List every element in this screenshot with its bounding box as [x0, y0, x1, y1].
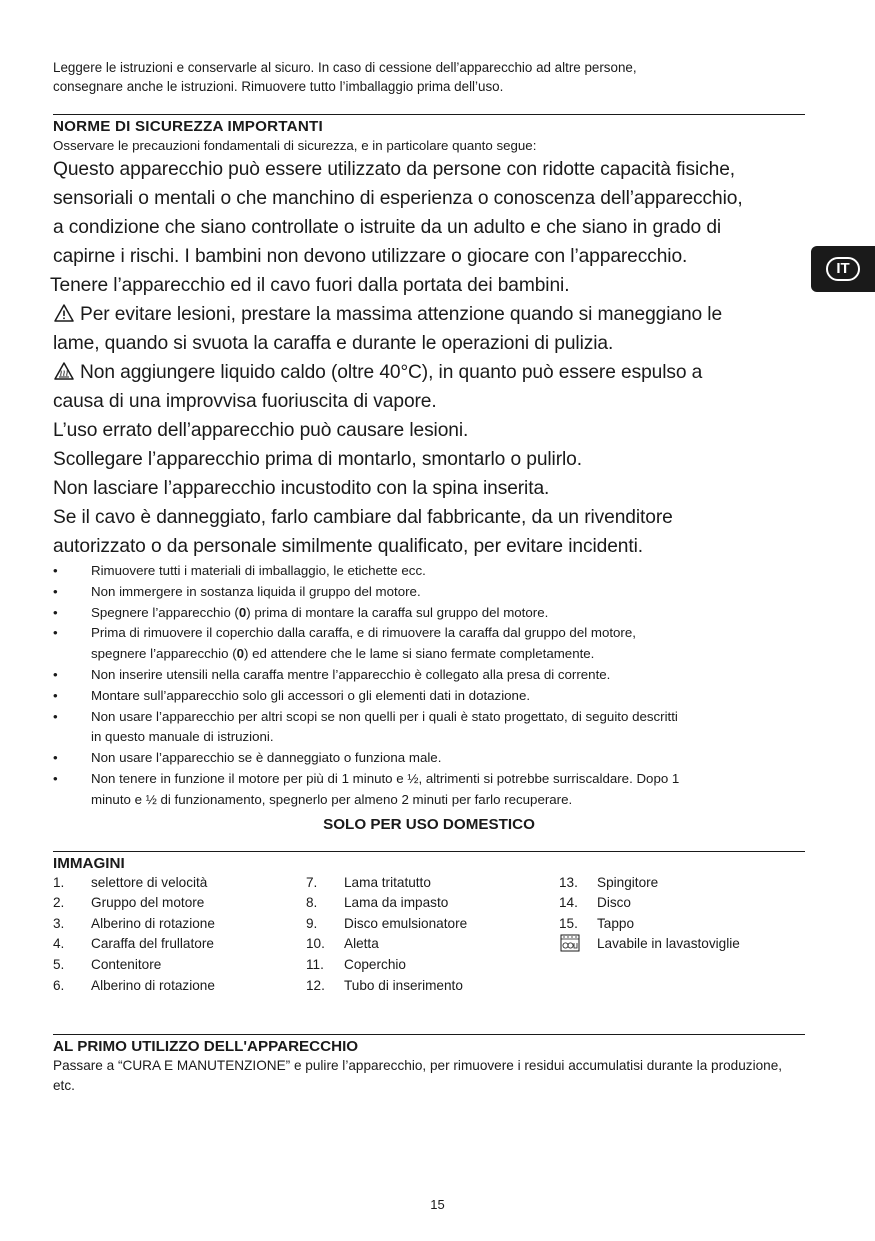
- intro-line: consegnare anche le istruzioni. Rimuovere tutto l’imballaggio prima dell’uso.: [53, 79, 504, 94]
- list-item: [306, 934, 559, 955]
- list-item: [306, 955, 559, 976]
- dishwasher-icon: [559, 934, 597, 959]
- part-number: 3.: [53, 915, 65, 931]
- list-item-text: Non usare l’apparecchio se è danneggiato o funziona male.: [91, 750, 442, 766]
- parts-column: [53, 873, 306, 997]
- safety-line: a condizione che siano controllate o istruite da un adulto e che siano in grado di: [53, 217, 722, 238]
- part-number: 10.: [306, 936, 325, 952]
- list-item: [53, 873, 306, 894]
- safety-line: Non lasciare l’apparecchio incustodito con la spina inserita.: [53, 478, 550, 499]
- part-number: 14.: [559, 895, 578, 911]
- list-item-text: Non tenere in funzione il motore per più di 1 minuto e ½, altrimenti si potrebbe surriscaldare. Dopo 1: [91, 770, 680, 786]
- part-label: Spingitore: [597, 874, 659, 890]
- bullet: •: [53, 770, 58, 786]
- safety-line: Scollegare l’apparecchio prima di montarlo, smontarlo o pulirlo.: [53, 449, 582, 470]
- list-item-text: Rimuovere tutti i materiali di imballaggio, le etichette ecc.: [91, 563, 426, 578]
- part-label: Gruppo del motore: [91, 895, 205, 911]
- page-content: [50, 58, 805, 1096]
- hot-surface-icon: [54, 362, 74, 380]
- parts-list: [53, 873, 805, 997]
- list-item-text: Montare sull’apparecchio solo gli accessori o gli elementi dati in dotazione.: [91, 687, 531, 703]
- bullet: •: [53, 625, 58, 641]
- bullet: •: [53, 666, 58, 682]
- part-label: Tubo di inserimento: [344, 977, 463, 993]
- list-item: [53, 686, 805, 707]
- language-label: IT: [826, 257, 859, 281]
- safety-bullet-list: [53, 561, 805, 811]
- part-number: 9.: [306, 915, 318, 931]
- part-label: Lama da impasto: [344, 895, 449, 911]
- list-item: [53, 561, 805, 582]
- safety-line: L’uso errato dell’apparecchio può causare lesioni.: [53, 420, 469, 441]
- list-item: [306, 873, 559, 894]
- part-number: 7.: [306, 874, 318, 890]
- safety-line: Questo apparecchio può essere utilizzato da persone con ridotte capacità fisiche,: [53, 159, 735, 180]
- part-label: Aletta: [344, 936, 379, 952]
- intro-line: Leggere le istruzioni e conservarle al sicuro. In caso di cessione dell’apparecchio ad altre persone,: [53, 60, 637, 75]
- bullet: •: [53, 563, 58, 578]
- safety-large-text: [50, 155, 805, 561]
- bullet: •: [53, 750, 58, 766]
- list-item: [53, 893, 306, 914]
- list-item: [306, 914, 559, 935]
- part-label: Alberino di rotazione: [91, 977, 215, 993]
- list-item: [559, 893, 799, 914]
- part-label: Alberino di rotazione: [91, 915, 215, 931]
- dishwasher-label: Lavabile in lavastoviglie: [597, 936, 740, 952]
- blade-warning: [53, 300, 805, 329]
- page-number: 15: [430, 1197, 445, 1212]
- list-item: [53, 976, 306, 997]
- list-item-text: Non immergere in sostanza liquida il gruppo del motore.: [91, 583, 421, 599]
- safety-line: sensoriali o mentali o che manchino di esperienza o conoscenza dell’apparecchio,: [53, 188, 743, 209]
- images-heading: IMMAGINI: [53, 851, 805, 873]
- list-item-text: in questo manuale di istruzioni.: [91, 729, 274, 745]
- part-number: 15.: [559, 915, 578, 931]
- part-label: Disco: [597, 895, 631, 911]
- off-position: 0: [238, 604, 247, 620]
- list-item: [53, 934, 306, 955]
- part-number: 8.: [306, 895, 318, 911]
- list-item: [559, 914, 799, 935]
- list-item: [559, 873, 799, 894]
- part-number: 12.: [306, 977, 325, 993]
- bullet: •: [53, 583, 58, 599]
- safety-line: capirne i rischi. I bambini non devono utilizzare o giocare con l’apparecchio.: [53, 246, 688, 267]
- first-use-heading: AL PRIMO UTILIZZO DELL'APPARECCHIO: [53, 1034, 805, 1056]
- domestic-use-notice: SOLO PER USO DOMESTICO: [323, 815, 535, 833]
- list-item: [53, 769, 805, 811]
- part-label: Lama tritatutto: [344, 874, 431, 890]
- off-position: 0: [236, 646, 245, 662]
- list-item: [53, 603, 805, 624]
- list-item-text: Spegnere l’apparecchio (: [91, 604, 239, 620]
- part-label: Disco emulsionatore: [344, 915, 468, 931]
- list-item-text: Non usare l’apparecchio per altri scopi se non quelli per i quali è stato progettato, di seguito descritti: [91, 708, 678, 724]
- dishwasher-safe-item: [559, 934, 799, 959]
- language-tab: [811, 246, 875, 292]
- part-number: 4.: [53, 936, 65, 952]
- part-label: Caraffa del frullatore: [91, 936, 214, 952]
- list-item-text: Non inserire utensili nella caraffa mentre l’apparecchio è collegato alla presa di corrente.: [91, 666, 611, 682]
- list-item-text: Prima di rimuovere il coperchio dalla caraffa, e di rimuovere la caraffa dal gruppo del motore,: [91, 625, 636, 641]
- safety-heading: NORME DI SICUREZZA IMPORTANTI: [53, 114, 805, 136]
- bullet: •: [53, 708, 58, 724]
- list-item: [53, 665, 805, 686]
- parts-column: [559, 873, 799, 997]
- intro-text: [53, 58, 805, 96]
- safety-line: lame, quando si svuota la caraffa e durante le operazioni di pulizia.: [53, 333, 614, 354]
- blade-warning-text: Per evitare lesioni, prestare la massima attenzione quando si maneggiano le: [80, 304, 723, 325]
- list-item: [53, 914, 306, 935]
- safety-line: Tenere l’apparecchio ed il cavo fuori dalla portata dei bambini.: [50, 275, 570, 296]
- list-item-text: minuto e ½ di funzionamento, spegnerlo per almeno 2 minuti per farlo recuperare.: [91, 791, 573, 807]
- list-item-text: ) ed attendere che le lame si siano fermate completamente.: [244, 646, 595, 662]
- bullet: •: [53, 687, 58, 703]
- list-item: [306, 976, 559, 997]
- list-item: [53, 623, 805, 665]
- hot-liquid-warning-text: Non aggiungere liquido caldo (oltre 40°C), in quanto può essere espulso a: [80, 362, 703, 383]
- bullet: •: [53, 604, 58, 620]
- list-item-text: ) prima di montare la caraffa sul gruppo del motore.: [246, 604, 549, 620]
- warning-icon: [54, 304, 74, 322]
- part-number: 6.: [53, 977, 65, 993]
- safety-line: causa di una improvvisa fuoriuscita di vapore.: [53, 391, 437, 412]
- part-number: 13.: [559, 874, 578, 890]
- safety-line: autorizzato o da personale similmente qualificato, per evitare incidenti.: [53, 536, 643, 557]
- safety-line: Se il cavo è danneggiato, farlo cambiare dal fabbricante, da un rivenditore: [53, 507, 673, 528]
- list-item: [306, 893, 559, 914]
- part-label: Coperchio: [344, 956, 406, 972]
- part-label: selettore di velocità: [91, 874, 208, 890]
- part-number: 1.: [53, 874, 65, 890]
- hot-liquid-warning: [53, 358, 805, 387]
- part-number: 2.: [53, 895, 65, 911]
- list-item: [53, 707, 805, 749]
- parts-column: [306, 873, 559, 997]
- list-item-text: spegnere l’apparecchio (: [91, 646, 237, 662]
- list-item: [53, 955, 306, 976]
- part-number: 5.: [53, 956, 65, 972]
- part-label: Tappo: [597, 915, 635, 931]
- first-use-text: Passare a “CURA E MANUTENZIONE” e pulire l’apparecchio, per rimuovere i residui accumulatisi durante la produzione, etc.: [53, 1058, 783, 1094]
- safety-subheading: Osservare le precauzioni fondamentali di sicurezza, e in particolare quanto segue:: [53, 138, 537, 153]
- part-label: Contenitore: [91, 956, 162, 972]
- list-item: [53, 748, 805, 769]
- part-number: 11.: [306, 956, 324, 972]
- list-item: [53, 582, 805, 603]
